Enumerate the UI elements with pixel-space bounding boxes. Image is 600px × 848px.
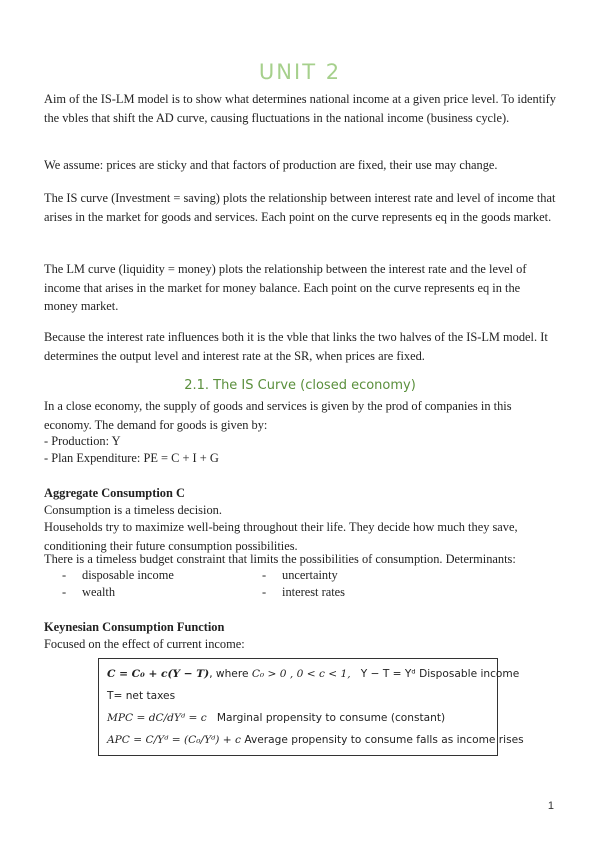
section-intro: In a close economy, the supply of goods and services is given by the prod of companies in this economy. The demand for goods is given by: (44, 399, 512, 432)
determinant-item: - uncertainty (262, 568, 338, 582)
keynesian-line-1: Focused on the effect of current income: (44, 637, 245, 651)
bullet-production: - Production: Y (44, 434, 121, 448)
bullet-plan-expenditure: - Plan Expenditure: PE = C + I + G (44, 451, 219, 465)
unit-title: UNIT 2 (258, 60, 342, 84)
paragraph-aim: Aim of the IS-LM model is to show what determines national income at a given price level. To identify the vbles that shift the AD curve, causing fluctuations in the national income (business cycle). (44, 92, 556, 125)
paragraph-is-curve: The IS curve (Investment = saving) plots the relationship between interest rate and level of income that arises in the market for goods and services. Each point on the curve represents eq in the goods market. (44, 191, 556, 224)
formula-apc: APC = C/Yᵈ = (C₀/Yᵈ) + c Average propensity to consume falls as income rises (107, 734, 524, 746)
consumption-heading: Aggregate Consumption C (44, 486, 185, 500)
consumption-line-1: Consumption is a timeless decision. (44, 503, 222, 517)
formula-mpc: MPC = dC/dYᵈ = c Marginal propensity to consume (constant) (107, 712, 446, 724)
determinant-item: - disposable income (62, 568, 174, 582)
formula-net-taxes: T= net taxes (107, 690, 176, 702)
paragraph-lm-curve: The LM curve (liquidity = money) plots the relationship between the interest rate and the level of income that arises in the market for money balance. Each point on the curve represents eq in the money market. (44, 262, 527, 313)
paragraph-assume: We assume: prices are sticky and that factors of production are fixed, their use may change. (44, 158, 498, 172)
determinant-item: - interest rates (262, 585, 345, 599)
paragraph-interest: Because the interest rate influences both it is the vble that links the two halves of the IS-LM model. It determines the output level and interest rate at the SR, when prices are fixed. (44, 330, 548, 363)
consumption-line-2: Households try to maximize well-being throughout their life. They decide how much they save, conditioning their future consumption possibilities. (44, 520, 518, 553)
consumption-line-3: There is a timeless budget constraint that limits the possibilities of consumption. Determinants: (44, 552, 516, 566)
determinant-item: - wealth (62, 585, 116, 599)
keynesian-heading: Keynesian Consumption Function (44, 620, 225, 634)
formula-box (98, 658, 524, 756)
page-number: 1 (547, 800, 554, 812)
formula-consumption-function: C = C₀ + c(Y − T), where C₀ > 0 , 0 < c < 1, Y − T = Yᵈ Disposable income (107, 668, 520, 680)
section-title: 2.1. The IS Curve (closed economy) (184, 378, 416, 393)
